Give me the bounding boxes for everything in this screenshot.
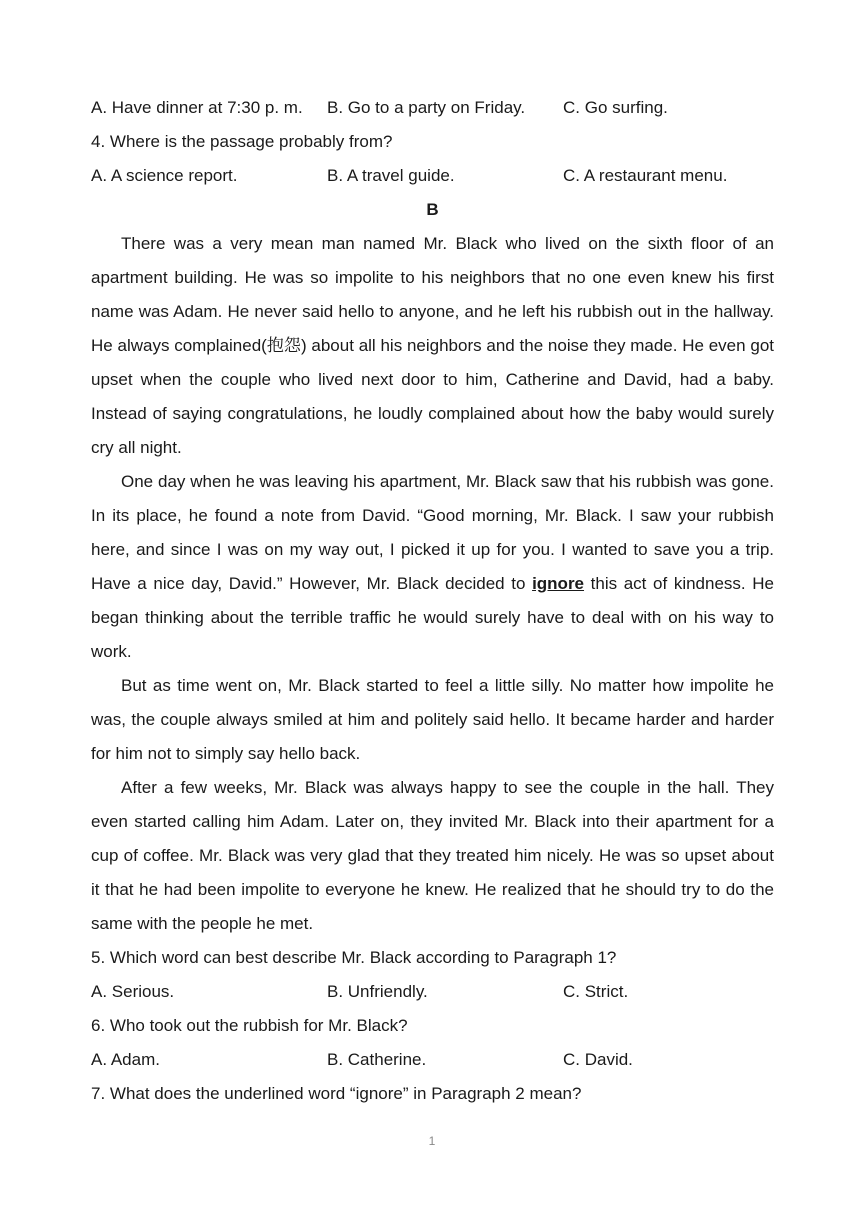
- q5-option-b: B. Unfriendly.: [327, 982, 428, 1001]
- page-number: 1: [428, 1134, 436, 1148]
- q4-option-a: A. A science report.: [91, 166, 238, 185]
- q6-question: 6. Who took out the rubbish for Mr. Black?: [91, 1016, 408, 1035]
- passage-paragraph-3: But as time went on, Mr. Black started to feel a little silly. No matter how impolite he was, the couple always smiled at him and politely said hello. It became harder and harder for him not to simply say hello back.: [91, 676, 774, 763]
- q7-question: 7. What does the underlined word “ignore” in Paragraph 2 mean?: [91, 1084, 582, 1103]
- paragraph-2-text-start: One day when he was leaving his apartment, Mr. Black saw that his rubbish was gone. In its place, he found a note from David. “Good morning, Mr. Black. I saw your rubbish here, and since I was on my way out, I picked it up for you. I wanted to save you a trip. Have a nice day, David.” However, Mr. Black decided to: [91, 472, 774, 593]
- q4-question: 4. Where is the passage probably from?: [91, 132, 393, 151]
- underlined-word: ignore: [532, 574, 585, 593]
- q4-options: [91, 159, 774, 193]
- q4-option-c: C. A restaurant menu.: [563, 166, 728, 185]
- passage-paragraph-1: There was a very mean man named Mr. Black who lived on the sixth floor of an apartment building. He was so impolite to his neighbors that no one even knew his first name was Adam. He never said hello to anyone, and he left his rubbish out in the hallway. He always complained(抱怨) about all his neighbors and the noise they made. He even got upset when the couple who lived next door to him, Catherine and David, had a baby. Instead of saying congratulations, he loudly complained about how the baby would surely cry all night.: [91, 234, 774, 457]
- q3-option-c: C. Go surfing.: [563, 98, 668, 117]
- q4-option-b: B. A travel guide.: [327, 166, 455, 185]
- passage-paragraph-2: [91, 465, 774, 669]
- q5-options: [91, 975, 774, 1009]
- q5-option-c: C. Strict.: [563, 982, 629, 1001]
- q6-options: [91, 1043, 774, 1077]
- passage-paragraph-4: After a few weeks, Mr. Black was always happy to see the couple in the hall. They even started calling him Adam. Later on, they invited Mr. Black into their apartment for a cup of coffee. Mr. Black was very glad that they treated him nicely. He was so upset about it that he had been impolite to everyone he knew. He realized that he should try to do the same with the people he met.: [91, 778, 774, 933]
- paragraph-2-text-end: this act of kindness. He began thinking about the terrible traffic he would surely have to deal with on his way to work.: [91, 574, 774, 661]
- q6-option-c: C. David.: [563, 1050, 633, 1069]
- document-page: [91, 91, 774, 1111]
- q3-option-a: A. Have dinner at 7:30 p. m.: [91, 98, 303, 117]
- q5-option-a: A. Serious.: [91, 982, 175, 1001]
- q3-options: [91, 91, 774, 125]
- q3-option-b: B. Go to a party on Friday.: [327, 98, 526, 117]
- q6-option-b: B. Catherine.: [327, 1050, 427, 1069]
- q6-option-a: A. Adam.: [91, 1050, 160, 1069]
- section-heading: B: [426, 200, 439, 219]
- q5-question: 5. Which word can best describe Mr. Black according to Paragraph 1?: [91, 948, 617, 967]
